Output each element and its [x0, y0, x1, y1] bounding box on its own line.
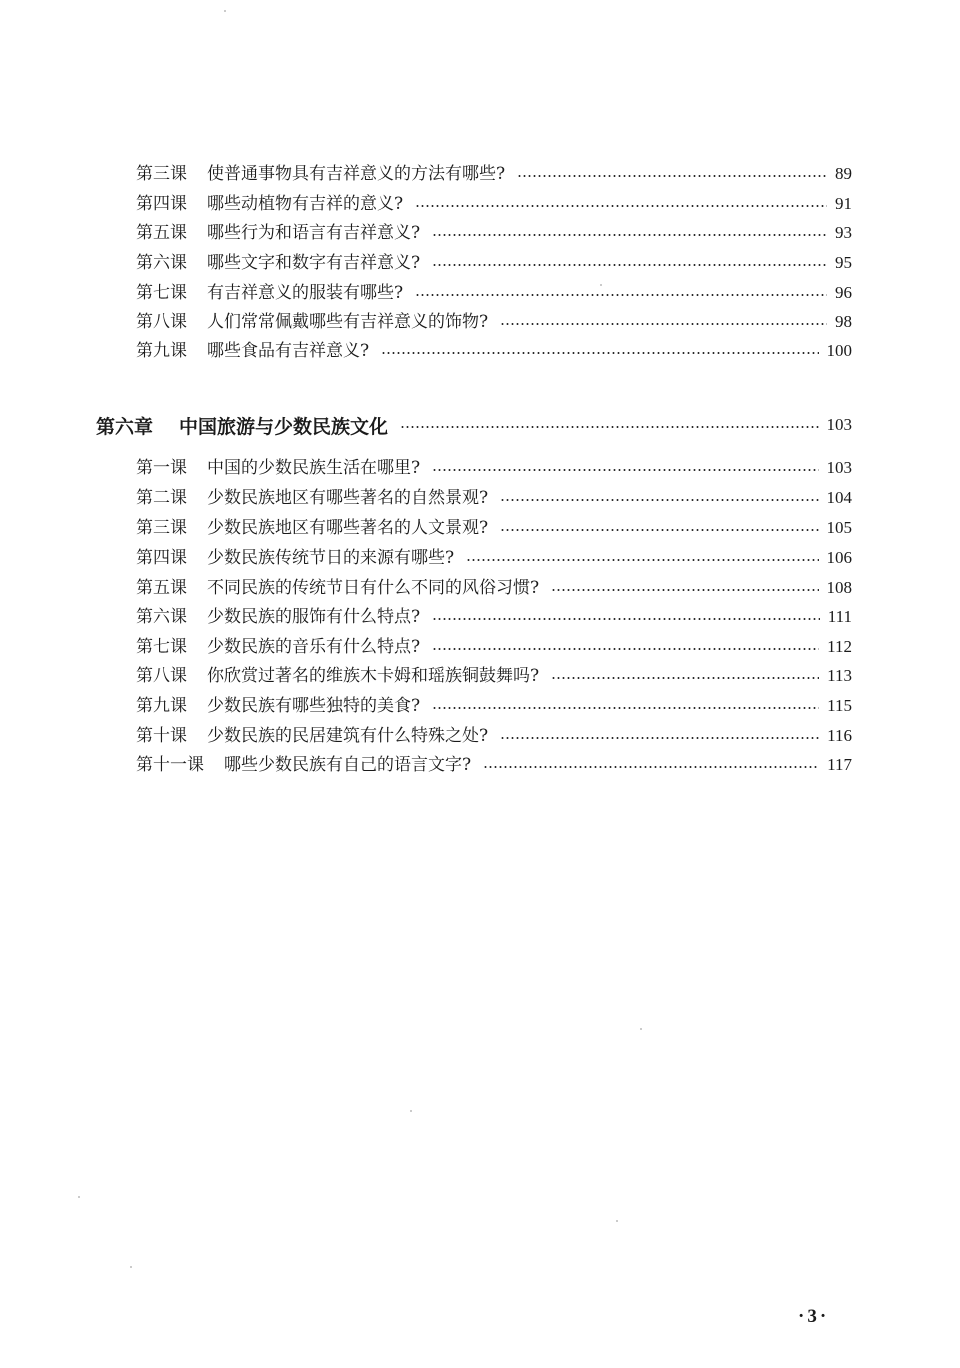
page-number: 95 [835, 253, 852, 272]
toc-entry[interactable] [136, 752, 852, 778]
toc-entry[interactable] [136, 280, 852, 306]
lesson-number: 第十一课 [136, 755, 204, 775]
page-number: 117 [827, 755, 852, 774]
scan-speck [616, 1220, 618, 1222]
folio-page-number: ·3· [798, 1306, 830, 1327]
lesson-title: 少数民族的音乐有什么特点? [207, 637, 421, 657]
dot-leader [381, 338, 818, 364]
lesson-title: 少数民族地区有哪些著名的自然景观? [207, 488, 489, 508]
lesson-number: 第七课 [136, 637, 187, 657]
lesson-number: 第九课 [136, 696, 187, 716]
lesson-title: 哪些行为和语言有吉祥意义? [207, 223, 421, 243]
lesson-title: 少数民族地区有哪些著名的人文景观? [207, 518, 489, 538]
toc-entry[interactable] [136, 250, 852, 276]
page-number: 103 [826, 415, 852, 434]
scan-speck [600, 284, 602, 286]
dot-leader [432, 693, 819, 719]
toc-entry[interactable] [136, 663, 852, 689]
lesson-title: 哪些文字和数字有吉祥意义? [207, 253, 421, 273]
dot-leader [432, 604, 820, 630]
toc-entry[interactable] [136, 723, 852, 749]
dot-leader [500, 309, 827, 335]
lesson-title: 少数民族的服饰有什么特点? [207, 607, 421, 627]
page-number: 89 [835, 164, 852, 183]
dot-leader [500, 515, 818, 541]
dot-leader [432, 455, 818, 481]
toc-entry[interactable] [136, 485, 852, 511]
dot-leader [551, 663, 819, 689]
toc-entry[interactable] [136, 575, 852, 601]
lesson-number: 第二课 [136, 488, 187, 508]
dot-leader [551, 575, 818, 601]
scan-speck [130, 1266, 132, 1268]
page-number: 104 [826, 488, 852, 507]
page-number: 103 [826, 458, 852, 477]
toc-entry[interactable] [136, 338, 852, 364]
lesson-title: 不同民族的传统节日有什么不同的风俗习惯? [207, 578, 540, 598]
lesson-number: 第一课 [136, 458, 187, 478]
toc-entry[interactable] [136, 161, 852, 187]
lesson-number: 第四课 [136, 548, 187, 568]
dot-leader [500, 485, 818, 511]
toc-entry[interactable] [136, 604, 852, 630]
lesson-title: 人们常常佩戴哪些有吉祥意义的饰物? [207, 312, 489, 332]
page-number: 93 [835, 223, 852, 242]
toc-entry[interactable] [136, 515, 852, 541]
lesson-title: 中国的少数民族生活在哪里? [207, 458, 421, 478]
lesson-number: 第三课 [136, 518, 187, 538]
dot-leader [432, 634, 819, 660]
dot-leader [500, 723, 819, 749]
dot-leader [517, 161, 827, 187]
chapter-number: 第六章 [96, 415, 154, 438]
dot-leader [432, 220, 827, 246]
dot-leader [432, 250, 827, 276]
page-number: 96 [835, 283, 852, 302]
lesson-number: 第八课 [136, 312, 187, 332]
toc-entry[interactable] [136, 634, 852, 660]
lesson-number: 第八课 [136, 666, 187, 686]
dot-leader [466, 545, 818, 571]
lesson-title: 哪些少数民族有自己的语言文字? [224, 755, 472, 775]
lesson-title: 少数民族传统节日的来源有哪些? [207, 548, 455, 568]
page-number: 105 [826, 518, 852, 537]
chapter-title: 中国旅游与少数民族文化 [179, 415, 389, 438]
lesson-title: 少数民族的民居建筑有什么特殊之处? [207, 726, 489, 746]
lesson-number: 第三课 [136, 164, 187, 184]
lesson-number: 第九课 [136, 341, 187, 361]
dot-leader [415, 191, 827, 217]
lesson-title: 你欣赏过著名的维族木卡姆和瑶族铜鼓舞吗? [207, 666, 540, 686]
lesson-number: 第七课 [136, 283, 187, 303]
lesson-number: 第四课 [136, 194, 187, 214]
lesson-title: 少数民族有哪些独特的美食? [207, 696, 421, 716]
lesson-number: 第五课 [136, 223, 187, 243]
dot-leader [400, 410, 818, 440]
page-number: 113 [827, 666, 852, 685]
lesson-number: 第六课 [136, 607, 187, 627]
lesson-number: 第五课 [136, 578, 187, 598]
page-number: 98 [835, 312, 852, 331]
scan-speck [410, 1110, 412, 1112]
page-number: 91 [835, 194, 852, 213]
dot-leader [483, 752, 819, 778]
toc-entry[interactable] [136, 693, 852, 719]
chapter-heading[interactable] [96, 410, 852, 440]
lesson-number: 第六课 [136, 253, 187, 273]
toc-entry[interactable] [136, 309, 852, 335]
lesson-title: 哪些食品有吉祥意义? [207, 341, 370, 361]
lesson-title: 哪些动植物有吉祥的意义? [207, 194, 404, 214]
scan-speck [78, 1196, 80, 1198]
page-number: 112 [827, 637, 852, 656]
page-number: 100 [826, 341, 852, 360]
lesson-title: 有吉祥意义的服装有哪些? [207, 283, 404, 303]
lesson-number: 第十课 [136, 726, 187, 746]
dot-leader [415, 280, 827, 306]
toc-entry[interactable] [136, 545, 852, 571]
scan-speck [224, 10, 226, 12]
scan-speck [640, 1028, 642, 1030]
page-number: 106 [826, 548, 852, 567]
page-number: 116 [827, 726, 852, 745]
page-number: 108 [826, 578, 852, 597]
toc-entry[interactable] [136, 220, 852, 246]
lesson-title: 使普通事物具有吉祥意义的方法有哪些? [207, 164, 506, 184]
page-number: 111 [827, 607, 852, 626]
toc-entry[interactable] [136, 191, 852, 217]
toc-entry[interactable] [136, 455, 852, 481]
page-number: 115 [827, 696, 852, 715]
